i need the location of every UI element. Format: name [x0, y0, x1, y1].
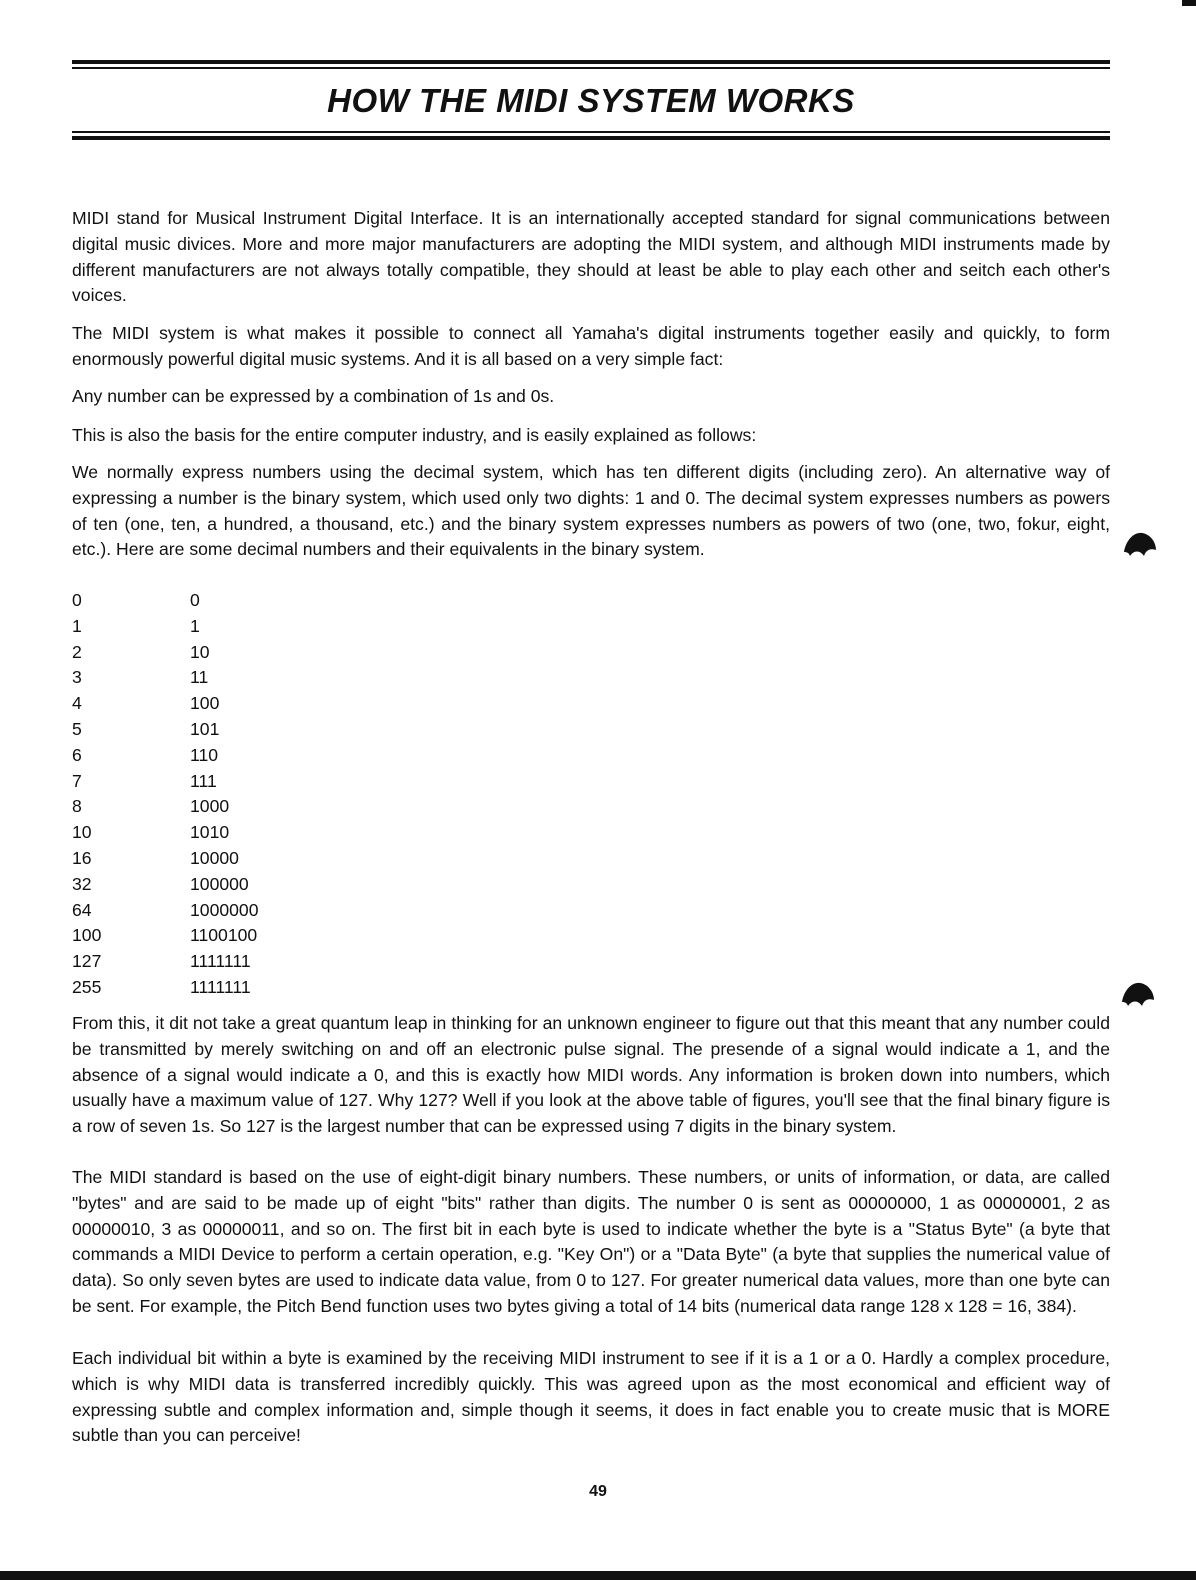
- decimal-value: 16: [72, 847, 92, 868]
- paragraph-binary-fact: Any number can be expressed by a combination of 1s and 0s.: [72, 386, 555, 406]
- decimal-value: 10: [72, 822, 92, 843]
- paragraph-intro: MIDI stand for Musical Instrument Digital Interface. It is an internationally accepted standard for signal communications between digital music divices. More and more major manufacturers are adopting the MIDI system, and although MIDI instruments made by different manufacturers are not always totally compatible, they should at least be able to play each other and seitch each other's voices.: [72, 208, 1110, 306]
- decimal-value: 7: [72, 770, 82, 791]
- table-row: [72, 794, 390, 820]
- binary-value: 1000: [190, 796, 230, 817]
- binary-value: 0: [190, 590, 200, 610]
- decimal-value: 100: [72, 925, 102, 946]
- decimal-value: 6: [72, 744, 82, 765]
- decimal-value: 2: [72, 641, 82, 662]
- binary-value: 1111111: [190, 951, 251, 972]
- binary-value: 1100100: [190, 925, 258, 946]
- binary-value: 1: [190, 615, 200, 636]
- scan-corner-mark: [1182, 0, 1196, 6]
- table-row: [72, 665, 390, 691]
- binary-value: 10: [190, 641, 210, 662]
- table-row: [72, 872, 390, 898]
- decimal-value: 127: [72, 951, 102, 972]
- title-bottom-rule: [72, 131, 1110, 140]
- paragraph-pulse-signal: From this, it dit not take a great quantum leap in thinking for an unknown engineer to figure out that this meant that any number could be transmitted by merely switching on and off an electronic pulse signal. The presende of a signal would indicate a 1, and the absence of a signal would indicate a 0, and this is exactly how MIDI words. Any information is broken down into numbers, which usually have a maximum value of 127. Why 127? Well if you look at the above table of figures, you'll see that the final binary figure is a row of seven 1s. So 127 is the largest number that can be expressed using 7 digits in the binary system.: [72, 1013, 1110, 1137]
- decimal-value: 0: [72, 590, 82, 610]
- table-row: [72, 846, 390, 872]
- table-row: [72, 743, 390, 769]
- table-row: [72, 614, 390, 640]
- binary-value: 100000: [190, 873, 249, 894]
- paragraph-decimal-binary: We normally express numbers using the decimal system, which has ten different digits (including zero). An alternative way of expressing a number is the binary system, which used only two dights: 1 and 0. The decimal system expresses numbers as powers of ten (one, ten, a hundred, a thousand, etc.) and the binary system expresses numbers as powers of two (one, two, fokur, eight, etc.). Here are some decimal numbers and their equivalents in the binary system.: [72, 462, 1110, 560]
- table-row: [72, 691, 390, 717]
- scan-blot-icon: [1120, 528, 1160, 560]
- decimal-binary-table: [72, 588, 390, 1001]
- table-row: [72, 588, 390, 614]
- scan-bottom-edge: [0, 1571, 1196, 1580]
- table-row: [72, 820, 390, 846]
- paragraph-yamaha: The MIDI system is what makes it possible to connect all Yamaha's digital instruments together easily and quickly, to form enormously powerful digital music systems. And it is all based on a very simple fact:: [72, 323, 1110, 369]
- decimal-value: 3: [72, 667, 82, 688]
- decimal-value: 4: [72, 693, 82, 714]
- binary-value: 111: [190, 770, 217, 791]
- decimal-value: 1: [72, 615, 82, 636]
- binary-value: 101: [190, 718, 220, 739]
- table-row: [72, 923, 390, 949]
- paragraph-bytes: The MIDI standard is based on the use of eight-digit binary numbers. These numbers, or units of information, or data, are called "bytes" and are said to be made up of eight "bits" rather than digits. The number 0 is sent as 00000000, 1 as 00000001, 2 as 00000010, 3 as 00000011, and so on. The first bit in each byte is used to indicate whether the byte is a "Status Byte" (a byte that commands a MIDI Device to perform a certain operation, e.g. "Key On") or a "Data Byte" (a byte that supplies the numerical value of data). So only seven bytes are used to indicate data value, from 0 to 127. For greater numerical data values, more than one byte can be sent. For example, the Pitch Bend function uses two bytes giving a total of 14 bits (numerical data range 128 x 128 = 16, 384).: [72, 1167, 1110, 1316]
- decimal-value: 8: [72, 796, 82, 817]
- scan-blot-icon: [1118, 978, 1158, 1010]
- page-number: 49: [589, 1483, 607, 1500]
- decimal-value: 64: [72, 899, 92, 920]
- table-row: [72, 975, 390, 1001]
- binary-value: 1000000: [190, 899, 259, 920]
- paragraph-basis: This is also the basis for the entire computer industry, and is easily explained as follows:: [72, 425, 757, 445]
- paragraph-bits: Each individual bit within a byte is examined by the receiving MIDI instrument to see if it is a 1 or a 0. Hardly a complex procedure, which is why MIDI data is transferred incredibly quickly. This was agreed upon as the most economical and efficient way of expressing subtle and complex information and, simple though it seems, it does in fact enable you to create music that is MORE subtle than you can perceive!: [72, 1348, 1110, 1446]
- title-top-rule: [72, 60, 1110, 69]
- table-row: [72, 769, 390, 795]
- table-row: [72, 717, 390, 743]
- binary-value: 1111111: [190, 976, 251, 997]
- page-title: HOW THE MIDI SYSTEM WORKS: [327, 82, 855, 119]
- binary-value: 100: [190, 693, 220, 714]
- decimal-value: 5: [72, 718, 82, 739]
- binary-value: 1010: [190, 822, 230, 843]
- decimal-value: 32: [72, 873, 92, 894]
- table-row: [72, 640, 390, 666]
- binary-value: 110: [190, 744, 219, 765]
- table-row: [72, 949, 390, 975]
- binary-value: 10000: [190, 847, 239, 868]
- binary-value: 11: [190, 667, 209, 688]
- decimal-value: 255: [72, 976, 102, 997]
- table-row: [72, 898, 390, 924]
